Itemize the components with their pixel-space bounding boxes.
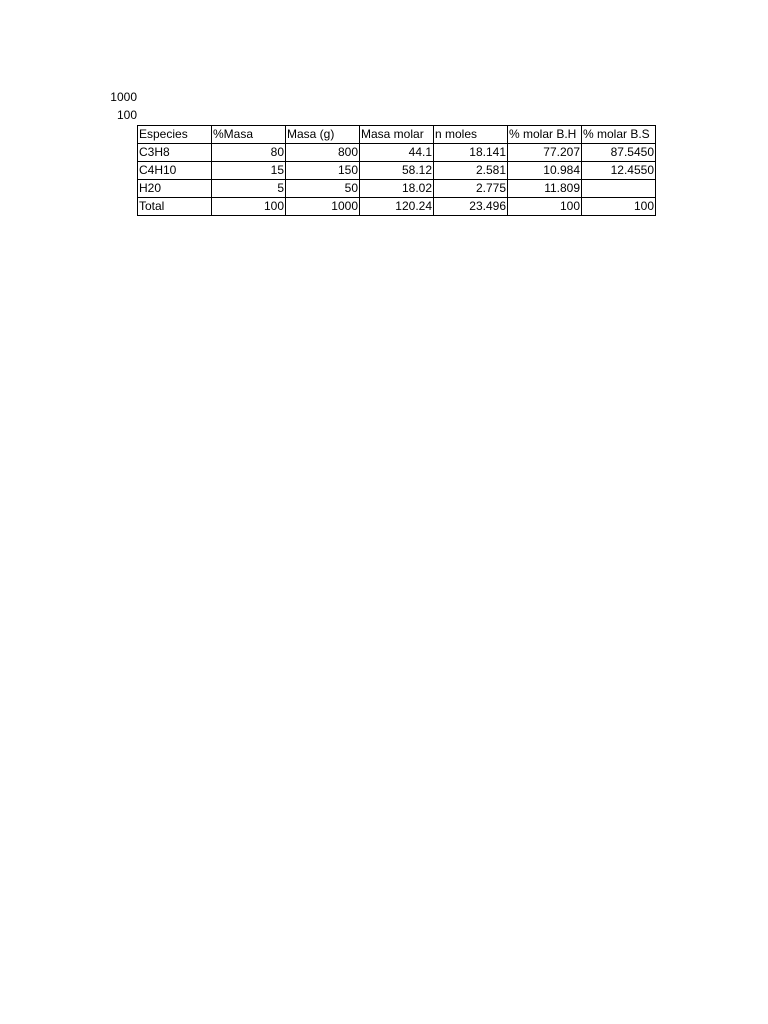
- cell-masa-g: 150: [286, 162, 360, 180]
- cell-n-moles: 23.496: [434, 198, 508, 216]
- cell-n-moles: 18.141: [434, 144, 508, 162]
- loose-cell-total-percent: 100: [116, 108, 137, 122]
- cell-molar-bh: 100: [508, 198, 582, 216]
- cell-pct-masa: 100: [212, 198, 286, 216]
- cell-masa-g: 800: [286, 144, 360, 162]
- loose-cell-total-mass: 1000: [110, 90, 137, 104]
- cell-pct-masa: 15: [212, 162, 286, 180]
- cell-n-moles: 2.581: [434, 162, 508, 180]
- table-row: [138, 162, 656, 180]
- header-masa-g: Masa (g): [286, 126, 360, 144]
- cell-species: Total: [138, 198, 212, 216]
- header-molar-bh: % molar B.H: [508, 126, 582, 144]
- table-header-row: [138, 126, 656, 144]
- species-table: [137, 125, 656, 216]
- cell-molar-bs: 100: [582, 198, 656, 216]
- cell-molar-bs: 87.5450: [582, 144, 656, 162]
- table-row: [138, 180, 656, 198]
- cell-molar-bh: 77.207: [508, 144, 582, 162]
- cell-pct-masa: 5: [212, 180, 286, 198]
- cell-masa-molar: 120.24: [360, 198, 434, 216]
- header-pct-masa: %Masa: [212, 126, 286, 144]
- table-total-row: [138, 198, 656, 216]
- header-masa-molar: Masa molar: [360, 126, 434, 144]
- cell-species: C4H10: [138, 162, 212, 180]
- cell-masa-molar: 58.12: [360, 162, 434, 180]
- cell-molar-bs: 12.4550: [582, 162, 656, 180]
- cell-molar-bs: [582, 180, 656, 198]
- cell-masa-molar: 44.1: [360, 144, 434, 162]
- header-n-moles: n moles: [434, 126, 508, 144]
- cell-masa-g: 50: [286, 180, 360, 198]
- cell-molar-bh: 10.984: [508, 162, 582, 180]
- cell-n-moles: 2.775: [434, 180, 508, 198]
- cell-species: H20: [138, 180, 212, 198]
- table-row: [138, 144, 656, 162]
- cell-molar-bh: 11.809: [508, 180, 582, 198]
- cell-species: C3H8: [138, 144, 212, 162]
- cell-pct-masa: 80: [212, 144, 286, 162]
- header-especies: Especies: [138, 126, 212, 144]
- cell-masa-g: 1000: [286, 198, 360, 216]
- header-molar-bs: % molar B.S: [582, 126, 656, 144]
- cell-masa-molar: 18.02: [360, 180, 434, 198]
